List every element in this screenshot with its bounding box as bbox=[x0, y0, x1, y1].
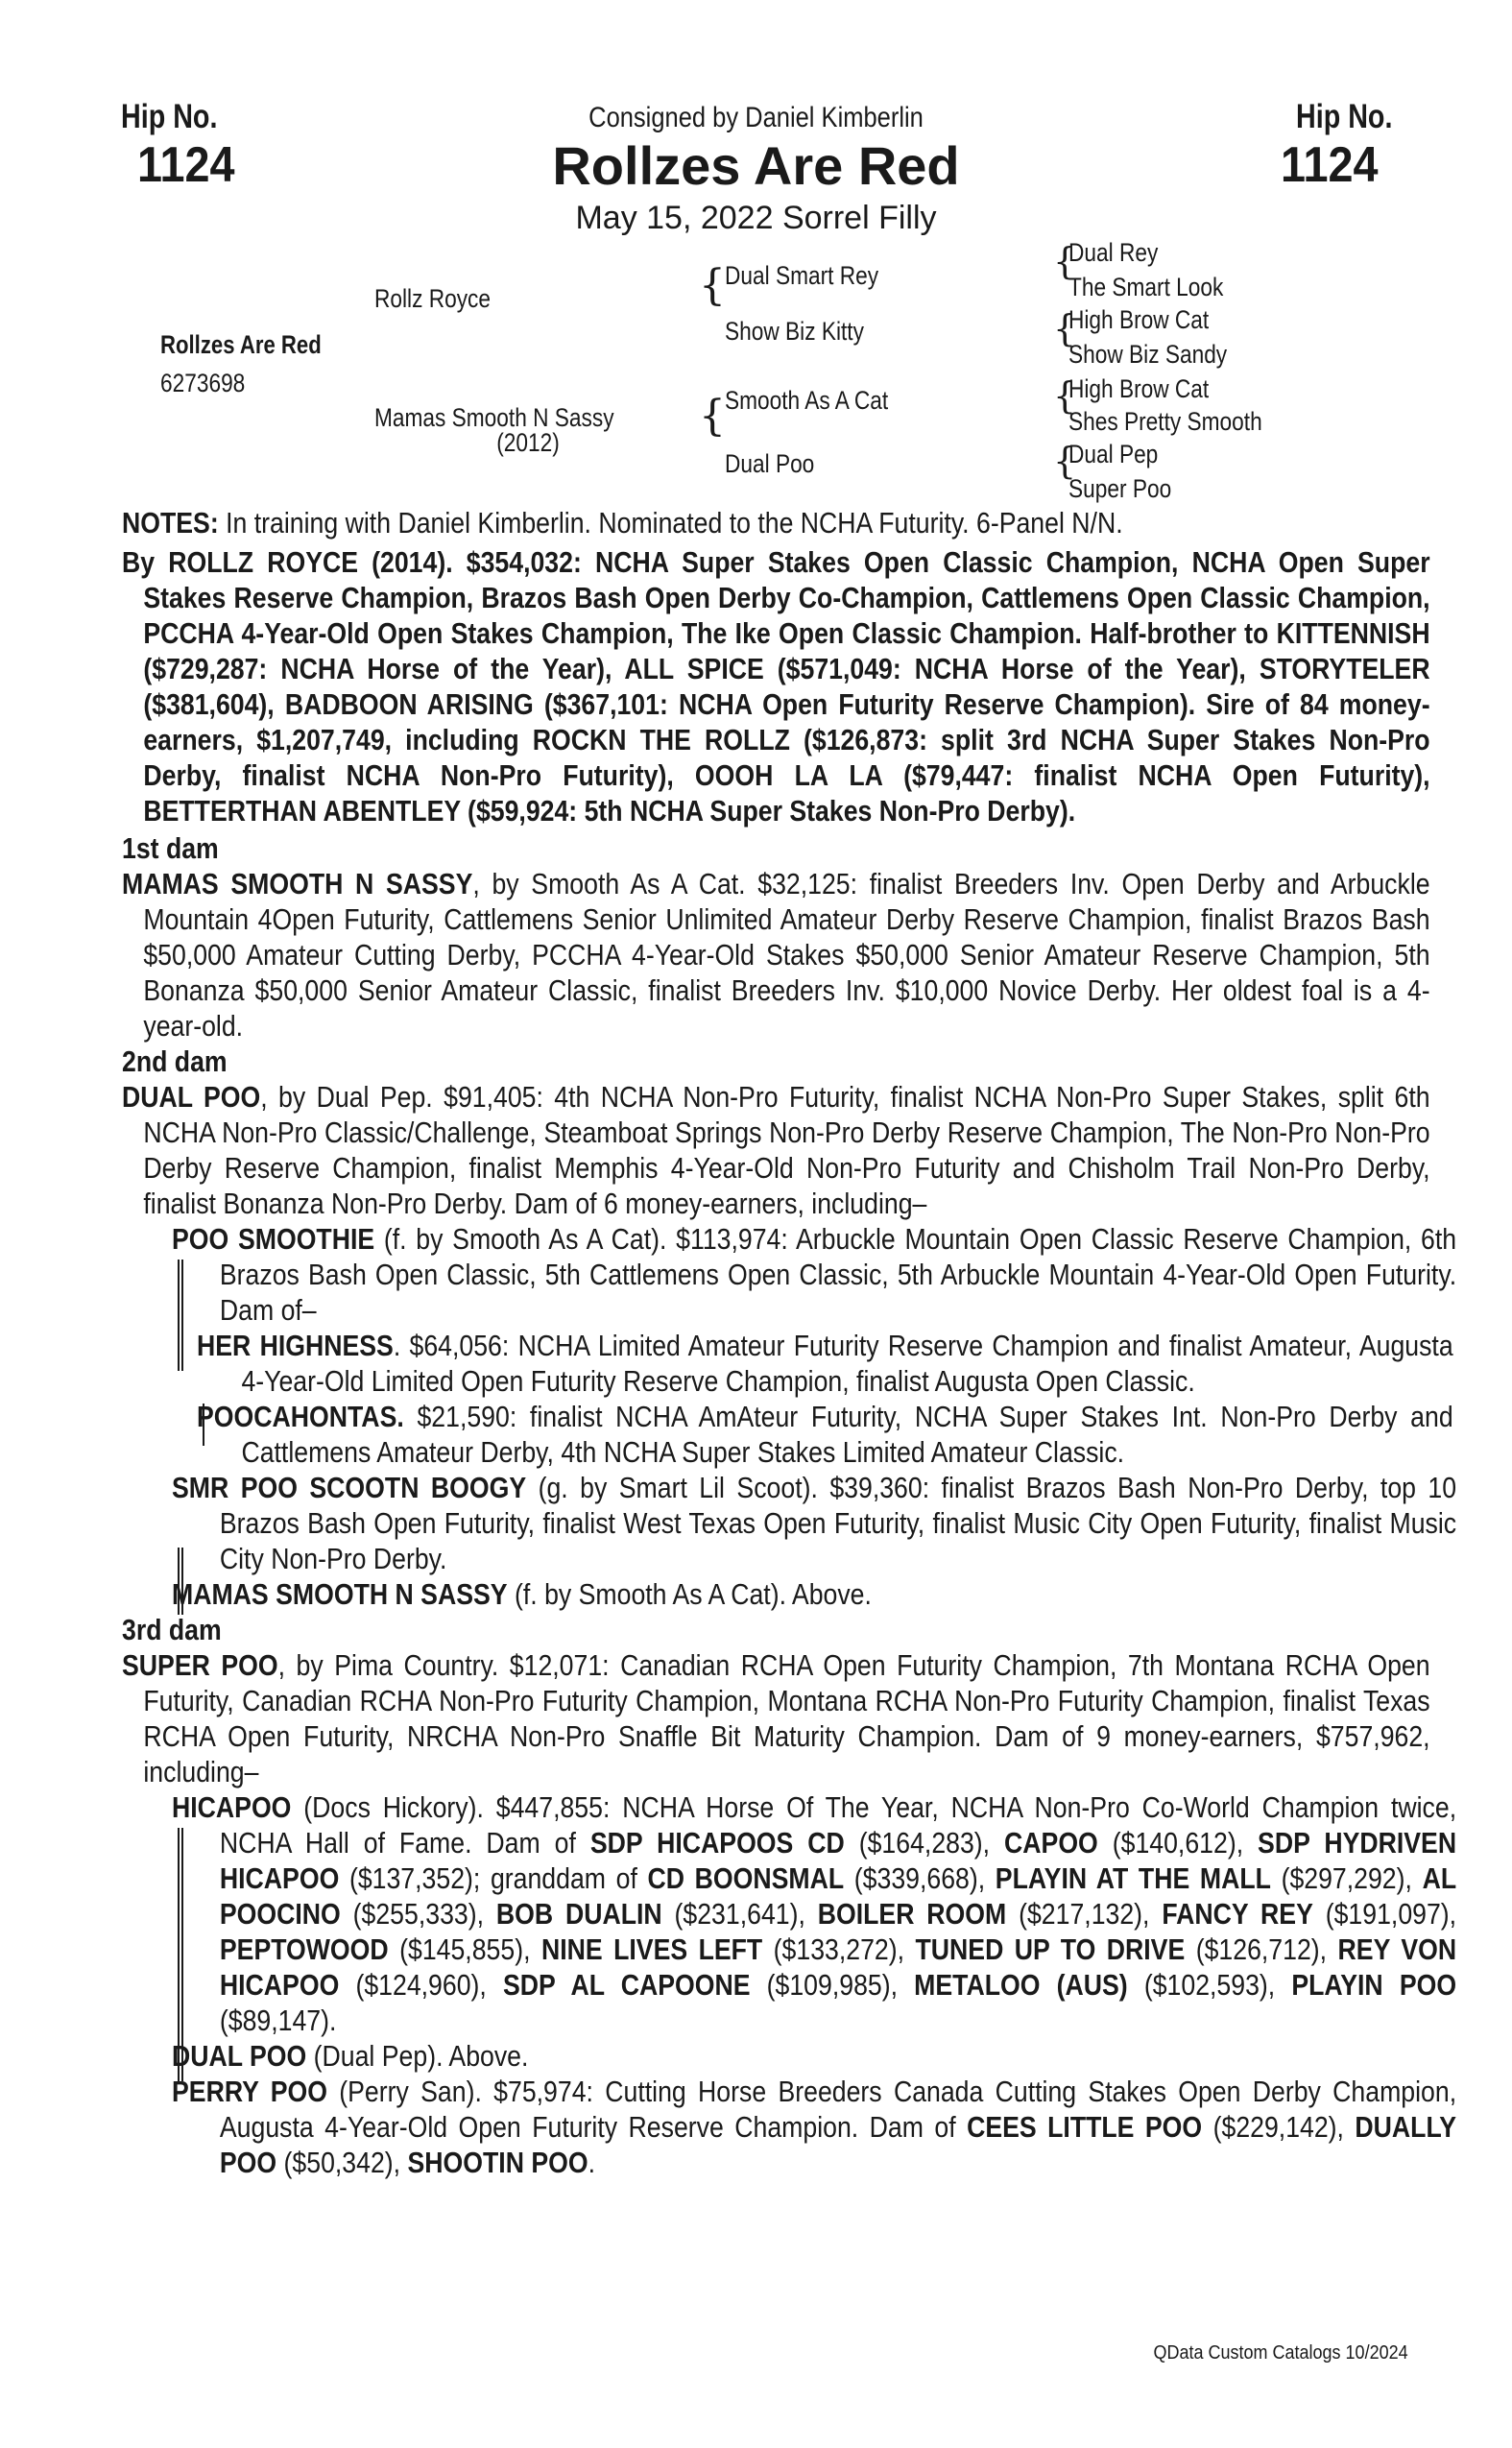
produce-name: MAMAS SMOOTH N SASSY bbox=[172, 1577, 508, 1611]
foaling-subtitle: May 15, 2022 Sorrel Filly bbox=[575, 200, 937, 236]
produce-name: POO SMOOTHIE bbox=[172, 1222, 375, 1256]
hip-label-left: Hip No. bbox=[121, 98, 218, 135]
dam3-produce-list bbox=[122, 1789, 1457, 2180]
produce-name: PERRY POO bbox=[172, 2075, 327, 2108]
brace-gg1-icon: { bbox=[1053, 240, 1077, 282]
notes bbox=[122, 505, 1408, 540]
pedigree-dam-sire: Smooth As A Cat bbox=[725, 386, 889, 415]
dam2-name: DUAL POO bbox=[122, 1080, 261, 1114]
brace-gg2-icon: { bbox=[1053, 307, 1077, 349]
brace-gg4-icon: { bbox=[1053, 440, 1077, 482]
hip-number-left: 1124 bbox=[137, 137, 235, 193]
pedigree-sire-sire: Dual Smart Rey bbox=[725, 261, 879, 290]
pedigree-sire: Rollz Royce bbox=[374, 284, 491, 313]
brace-dam-icon: { bbox=[699, 392, 726, 441]
pedigree-dam: Mamas Smooth N Sassy bbox=[374, 403, 614, 432]
dam3-heading: 3rd dam bbox=[122, 1613, 222, 1646]
pedigree-sire-dam: Show Biz Kitty bbox=[725, 317, 864, 346]
footer-credit: QData Custom Catalogs 10/2024 bbox=[1153, 2342, 1408, 2364]
pedigree-subject-reg: 6273698 bbox=[160, 369, 246, 397]
produce-name: POOCAHONTAS. bbox=[197, 1400, 404, 1433]
produce-item: POO SMOOTHIE (f. by Smooth As A Cat). $113,974: Arbuckle Mountain Open Classic Reserve Champion, 6th Brazos Bash Open Classic, 5th Cattlemens Open Classic, 5th Arbuckle Mountain 4-Year-Old Open Futurity. Dam of– bbox=[172, 1222, 1457, 1327]
pedigree-gg-2: The Smart Look bbox=[1068, 273, 1224, 301]
produce-item: PERRY POO (Perry San). $75,974: Cutting Horse Breeders Canada Cutting Stakes Open Derby Champion, Augusta 4-Year-Old Open Futurity Reserve Champion. Dam of CEES LITTLE POO ($229,142), DUALLY POO ($50,342), SHOOTIN POO. bbox=[172, 2075, 1457, 2179]
notes-text: In training with Daniel Kimberlin. Nominated to the NCHA Futurity. 6-Panel N/N. bbox=[218, 506, 1123, 540]
brace-sire-icon: { bbox=[699, 261, 726, 310]
pedigree-gg-5: High Brow Cat bbox=[1068, 374, 1210, 403]
produce-name: DUAL POO bbox=[172, 2039, 307, 2073]
dam2-text: , by Dual Pep. $91,405: 4th NCHA Non-Pro Futurity, finalist NCHA Non-Pro Super Stakes, split 6th NCHA Non-Pro Classic/Challenge, Steamboat Springs Non-Pro Derby Reserve Champion, The Non-Pro Non-Pro Derby Reserve Champion, finalist Memphis 4-Year-Old Non-Pro Futurity and Chisholm Trail Non-Pro Derby, finalist Bonanza Non-Pro Derby. Dam of 6 money-earners, including– bbox=[143, 1080, 1430, 1220]
produce-name: HICAPOO bbox=[172, 1790, 292, 1824]
dam2-paragraph bbox=[122, 1079, 1430, 1221]
dam1-name: MAMAS SMOOTH N SASSY bbox=[122, 867, 473, 900]
produce-item: HER HIGHNESS. $64,056: NCHA Limited Amateur Futurity Reserve Champion and finalist Amateur, Augusta 4-Year-Old Limited Open Futurity Reserve Champion, finalist Augusta Open Classic. bbox=[197, 1329, 1453, 1398]
catalog-body bbox=[122, 505, 1457, 2180]
pedigree-gg-4: Show Biz Sandy bbox=[1068, 340, 1228, 369]
produce-name: HER HIGHNESS bbox=[197, 1329, 394, 1362]
sire-paragraph: By ROLLZ ROYCE (2014). $354,032: NCHA Super Stakes Open Classic Champion, NCHA Open Super Stakes Reserve Champion, Brazos Bash Open Derby Co-Champion, Cattlemens Open Classic Champion, PCCHA 4-Year-Old Open Stakes Champion, The Ike Open Classic Champion. Half-brother to KITTENNISH ($729,287: NCHA Horse of the Year), ALL SPICE ($571,049: NCHA Horse of the Year), STORYTELER ($381,604), BADBOON ARISING ($367,101: NCHA Open Futurity Reserve Champion). Sire of 84 money-earners, $1,207,749, including ROCKN THE ROLLZ ($126,873: split 3rd NCHA Super Stakes Non-Pro Derby, finalist NCHA Non-Pro Futurity), OOOH LA LA ($79,447: finalist NCHA Open Futurity), BETTERTHAN ABENTLEY ($59,924: 5th NCHA Super Stakes Non-Pro Derby). bbox=[122, 545, 1430, 828]
hip-label-right: Hip No. bbox=[1296, 98, 1393, 135]
notes-label: NOTES: bbox=[122, 506, 219, 540]
produce-item: SMR POO SCOOTN BOOGY (g. by Smart Lil Scoot). $39,360: finalist Brazos Bash Non-Pro Derby, top 10 Brazos Bash Open Futurity, finalist West Texas Open Futurity, finalist Music City Open Futurity, finalist Music City Non-Pro Derby. bbox=[172, 1471, 1457, 1575]
pedigree-gg-8: Super Poo bbox=[1068, 474, 1172, 503]
pedigree-gg-7: Dual Pep bbox=[1068, 440, 1159, 468]
pedigree-gg-1: Dual Rey bbox=[1068, 238, 1159, 267]
dam1-paragraph bbox=[122, 866, 1430, 1044]
pedigree-gg-6: Shes Pretty Smooth bbox=[1068, 407, 1262, 436]
dam3-text: , by Pima Country. $12,071: Canadian RCHA Open Futurity Champion, 7th Montana RCHA Open Futurity, Canadian RCHA Non-Pro Futurity Champion, Montana RCHA Non-Pro Futurity Champion, finalist Texas RCHA Open Futurity, NRCHA Non-Pro Snaffle Bit Maturity Champion. Dam of 9 money-earners, $757,962, including– bbox=[143, 1648, 1430, 1788]
horse-name: Rollzes Are Red bbox=[552, 135, 960, 196]
dam1-heading: 1st dam bbox=[122, 831, 219, 865]
pedigree-dam-dam: Dual Poo bbox=[725, 449, 815, 478]
produce-item: POOCAHONTAS. $21,590: finalist NCHA AmAteur Futurity, NCHA Super Stakes Int. Non-Pro Derby and Cattlemens Amateur Derby, 4th NCHA Super Stakes Limited Amateur Classic. bbox=[197, 1400, 1453, 1469]
pedigree-dam-year: (2012) bbox=[496, 428, 560, 457]
produce-item: HICAPOO (Docs Hickory). $447,855: NCHA Horse Of The Year, NCHA Non-Pro Co-World Champion twice, NCHA Hall of Fame. Dam of SDP HICAPOOS CD ($164,283), CAPOO ($140,612), SDP HYDRIVEN HICAPOO ($137,352); granddam of CD BOONSMAL ($339,668), PLAYIN AT THE MALL ($297,292), AL POOCINO ($255,333), BOB DUALIN ($231,641), BOILER ROOM ($217,132), FANCY REY ($191,097), PEPTOWOOD ($145,855), NINE LIVES LEFT ($133,272), TUNED UP TO DRIVE ($126,712), REY VON HICAPOO ($124,960), SDP AL CAPOONE ($109,985), METALOO (AUS) ($102,593), PLAYIN POO ($89,147). bbox=[172, 1790, 1457, 2037]
produce-item: DUAL POO (Dual Pep). Above. bbox=[172, 2039, 529, 2073]
dam1-text: , by Smooth As A Cat. $32,125: finalist Breeders Inv. Open Derby and Arbuckle Mountain 4Open Futurity, Cattlemens Senior Unlimited Amateur Derby Reserve Champion, finalist Brazos Bash $50,000 Amateur Cutting Derby, PCCHA 4-Year-Old Stakes $50,000 Senior Amateur Reserve Champion, 5th Bonanza $50,000 Senior Amateur Classic, finalist Breeders Inv. $10,000 Novice Derby. Her oldest foal is a 4-year-old. bbox=[143, 867, 1430, 1043]
dam3-paragraph bbox=[122, 1647, 1430, 1789]
consignor: Consigned by Daniel Kimberlin bbox=[588, 102, 924, 133]
dam3-name: SUPER POO bbox=[122, 1648, 278, 1682]
dam2-heading: 2nd dam bbox=[122, 1044, 228, 1078]
produce-item: MAMAS SMOOTH N SASSY (f. by Smooth As A Cat). Above. bbox=[172, 1577, 872, 1611]
dam2-produce-list bbox=[122, 1221, 1457, 1612]
pedigree-gg-3: High Brow Cat bbox=[1068, 305, 1210, 334]
hip-number-right: 1124 bbox=[1281, 137, 1379, 193]
produce-name: SMR POO SCOOTN BOOGY bbox=[172, 1471, 527, 1504]
pedigree-subject-name: Rollzes Are Red bbox=[160, 330, 322, 359]
brace-gg3-icon: { bbox=[1053, 374, 1077, 417]
